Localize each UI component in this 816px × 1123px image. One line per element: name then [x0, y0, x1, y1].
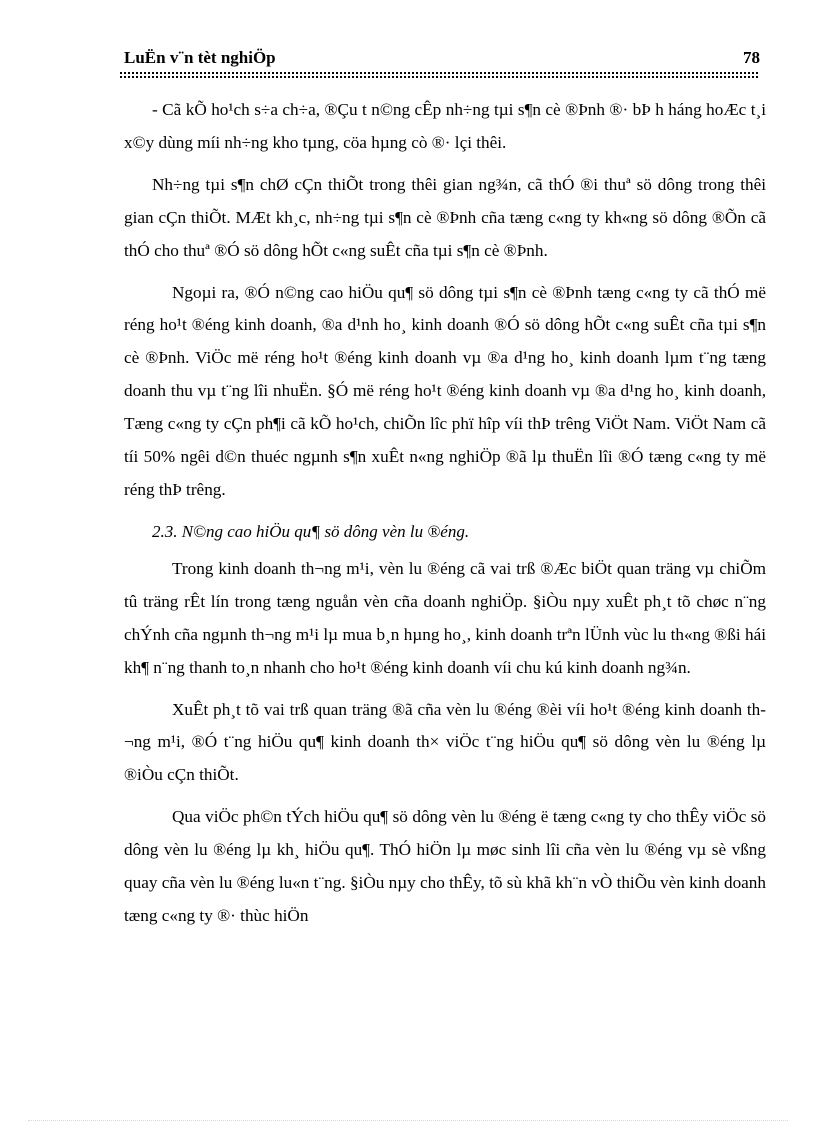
- running-title: LuËn v¨n tèt nghiÖp: [124, 48, 276, 67]
- paragraph-1: - Cã kÕ ho¹ch s÷a ch÷a, ®Çu t n©ng cÊp nh÷ng tµi s¶n cè ®Þnh ®· bÞ h háng hoÆc t¸i x©y dùng míi nh÷ng kho tµng, cöa hµng cò ®· lçi thêi.: [124, 100, 766, 152]
- paragraph-3: Ngoµi ra, ®Ó n©ng cao hiÖu qu¶ sö dông tµi s¶n cè ®Þnh tæng c«ng ty cã thÓ më réng ho¹t ®éng kinh doanh, ®a d¹nh ho¸ kinh doanh ®Ó sö dông hÕt c«ng suÊt cña tµi s¶n cè ®Þnh. ViÖc më réng ho¹t ®éng kinh doanh vµ ®a d¹ng ho¸ kinh doanh lµm t¨ng tæng doanh thu vµ t¨ng lîi nhuËn. §Ó më réng ho¹t ®éng kinh doanh vµ ®a d¹ng ho¸ kinh doanh, Tæng c«ng ty cÇn ph¶i cã kÕ ho¹ch, chiÕn lîc phï hîp víi thÞ trêng ViÖt Nam. ViÖt Nam cã tíi 50% ngêi d©n thuéc ngµnh s¶n xuÊt n«ng nghiÖp ®ã lµ thuËn lîi ®Ó tæng c«ng ty më réng thÞ trêng.: [124, 282, 766, 499]
- footer-divider: [28, 1120, 788, 1121]
- page-number: 78: [743, 48, 760, 67]
- paragraph-5: XuÊt ph¸t tõ vai trß quan träng ®ã cña vèn lu ®éng ®èi víi ho¹t ®éng kinh doanh th¬ng m¹i, ®Ó t¨ng hiÖu qu¶ kinh doanh th× viÖc t¨ng hiÖu qu¶ sö dông vèn lu ®éng lµ ®iÒu cÇn thiÕt.: [124, 699, 766, 785]
- document-body: [124, 94, 766, 933]
- paragraph-2: Nh÷ng tµi s¶n chØ cÇn thiÕt trong thêi gian ng¾n, cã thÓ ®i thuª sö dông trong thêi gian cÇn thiÕt. MÆt kh¸c, nh÷ng tµi s¶n cè ®Þnh cña tæng c«ng ty kh«ng sö dông ®Õn cã thÓ cho thuª ®Ó sö dông hÕt c«ng suÊt cña tµi s¶n cè ®Þnh.: [124, 174, 766, 260]
- paragraph-4: Trong kinh doanh th¬ng m¹i, vèn lu ®éng cã vai trß ®Æc biÖt quan träng vµ chiÕm tû träng rÊt lín trong tæng nguån vèn cña doanh nghiÖp. §iÒu nµy xuÊt ph¸t tõ chøc n¨ng chÝnh cña ngµnh th¬ng m¹i lµ mua b¸n hµng ho¸, kinh doanh trªn lÜnh vùc lu th«ng ®ßi hái kh¶ n¨ng thanh to¸n nhanh cho ho¹t ®éng kinh doanh víi chu kú kinh doanh ng¾n.: [124, 558, 766, 677]
- header-divider: [120, 72, 758, 78]
- section-heading: 2.3. N©ng cao hiÖu qu¶ sö dông vèn lu ®éng.: [152, 521, 470, 541]
- paragraph-6: Qua viÖc ph©n tÝch hiÖu qu¶ sö dông vèn lu ®éng ë tæng c«ng ty cho thÊy viÖc sö dông vèn lu ®éng lµ kh¸ hiÖu qu¶. ThÓ hiÖn lµ møc sinh lîi cña vèn lu ®éng vµ sè vßng quay cña vèn lu ®éng lu«n t¨ng. §iÒu nµy cho thÊy, tõ sù khã kh¨n vÒ thiÕu vèn kinh doanh tæng c«ng ty ®· thùc hiÖn: [124, 807, 766, 925]
